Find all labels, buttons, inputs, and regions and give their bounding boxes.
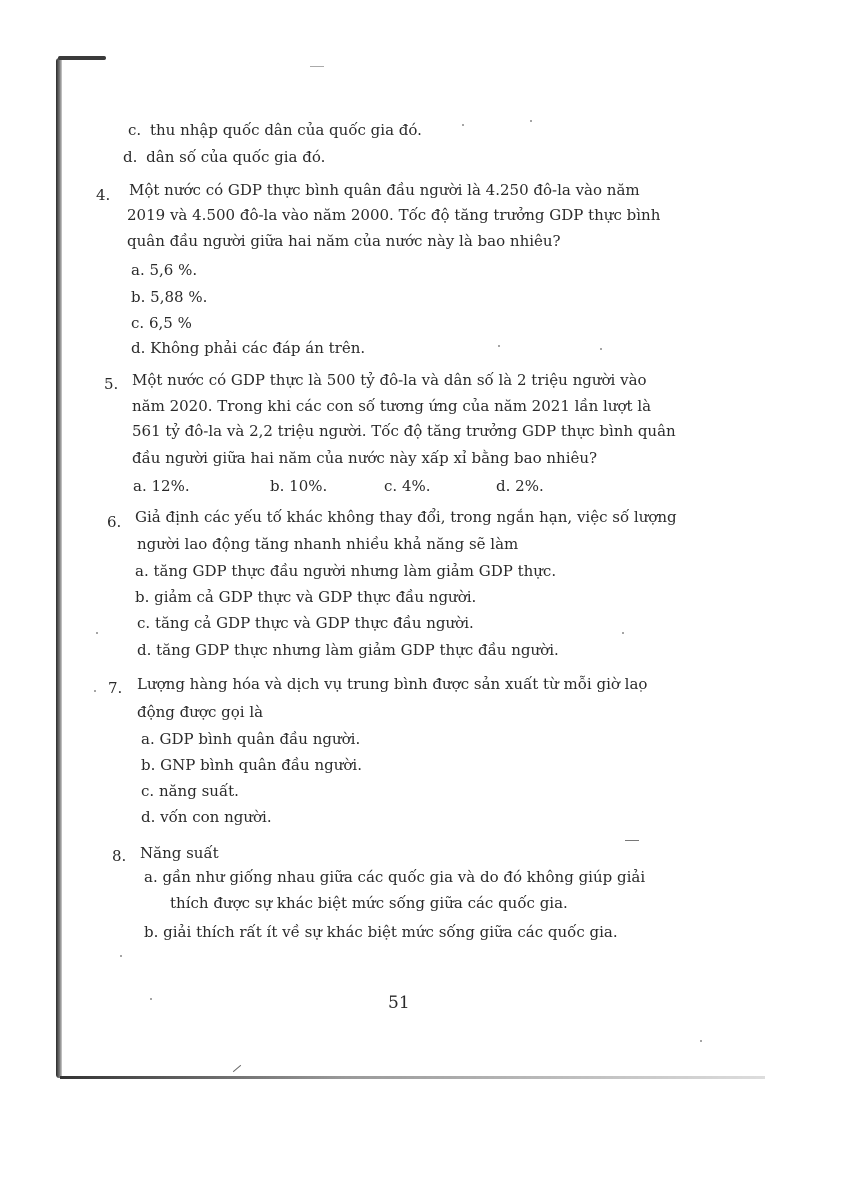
option-text: thu nhập quốc dân của quốc gia đó. [149, 121, 422, 139]
option-letter: b. [144, 923, 159, 941]
question-text-line: 561 tỷ đô-la và 2,2 triệu người. Tốc độ tăng trưởng GDP thực bình quân [132, 422, 676, 440]
question-number: 8. [112, 847, 127, 865]
option-letter: a. [135, 562, 149, 580]
option-text: Không phải các đáp án trên. [150, 339, 366, 357]
option-letter: d. [131, 339, 146, 357]
option-d [496, 476, 544, 496]
option-text: gần như giống nhau giữa các quốc gia và do đó không giúp giải [162, 868, 646, 886]
option-letter: c. [131, 314, 145, 332]
option-text: tăng GDP thực nhưng làm giảm GDP thực đầu người. [156, 641, 559, 659]
option-b [141, 755, 362, 775]
q3-option-d [123, 147, 325, 167]
option-letter: c. [128, 121, 142, 139]
question-text-line: Giả định các yếu tố khác không thay đổi, trong ngắn hạn, việc số lượng [135, 508, 677, 526]
option-letter: d. [496, 477, 511, 495]
option-text: 6,5 % [148, 314, 192, 332]
option-letter: b. [131, 288, 146, 306]
option-text: thích được sự khác biệt mức sống giữa các quốc gia. [170, 894, 568, 912]
option-a [144, 867, 645, 887]
option-text: 5,88 %. [150, 288, 208, 306]
option-text: dân số của quốc gia đó. [146, 148, 326, 166]
page-number: 51 [388, 993, 410, 1013]
option-letter: d. [141, 808, 156, 826]
option-text: 12%. [151, 477, 190, 495]
question-number: 7. [108, 679, 123, 697]
option-text: tăng GDP thực đầu người nhưng làm giảm GDP thực. [153, 562, 557, 580]
question-text-line: Một nước có GDP thực là 500 tỷ đô-la và dân số là 2 triệu người vào [132, 371, 647, 389]
option-a [133, 476, 190, 496]
option-text: giải thích rất ít về sự khác biệt mức sống giữa các quốc gia. [163, 923, 618, 941]
option-letter: b. [141, 756, 156, 774]
option-d [137, 640, 559, 660]
option-text: vốn con người. [160, 808, 272, 826]
option-text: năng suất. [158, 782, 239, 800]
question-text-line: 2019 và 4.500 đô-la vào năm 2000. Tốc độ tăng trưởng GDP thực bình [127, 206, 661, 224]
option-letter: c. [384, 477, 398, 495]
option-letter: a. [133, 477, 147, 495]
question-text-line: Một nước có GDP thực bình quân đầu người là 4.250 đô-la vào năm [129, 181, 640, 199]
option-text: 5,6 %. [149, 261, 198, 279]
option-c [137, 613, 474, 633]
option-c [384, 476, 431, 496]
option-letter: a. [131, 261, 145, 279]
option-letter: a. [144, 868, 158, 886]
option-d [131, 338, 365, 358]
option-c [131, 313, 192, 333]
option-letter: d. [123, 148, 138, 166]
option-text: GNP bình quân đầu người. [160, 756, 362, 774]
option-b [131, 287, 207, 307]
option-letter: d. [137, 641, 152, 659]
option-text: 4%. [401, 477, 431, 495]
question-text-line: động được gọi là [137, 703, 264, 721]
scan-left-edge-shadow [56, 58, 62, 1078]
option-letter: b. [270, 477, 285, 495]
option-d [141, 807, 272, 827]
option-b [144, 922, 618, 942]
option-letter: c. [137, 614, 151, 632]
option-text: tăng cả GDP thực và GDP thực đầu người. [154, 614, 474, 632]
question-text-line: quân đầu người giữa hai năm của nước này là bao nhiêu? [127, 232, 561, 250]
option-text: 2%. [515, 477, 544, 495]
question-text-line: Năng suất [140, 844, 219, 862]
option-a [141, 729, 360, 749]
option-text: giảm cả GDP thực và GDP thực đầu người. [154, 588, 477, 606]
question-text-line: đầu người giữa hai năm của nước này xấp xỉ bằng bao nhiêu? [132, 449, 598, 467]
option-letter: c. [141, 782, 155, 800]
question-number: 4. [96, 186, 111, 204]
option-a [135, 561, 556, 581]
option-letter: a. [141, 730, 155, 748]
option-letter: b. [135, 588, 150, 606]
question-number: 5. [104, 375, 119, 393]
question-number: 6. [107, 513, 122, 531]
question-text-line: Lượng hàng hóa và dịch vụ trung bình được sản xuất từ mỗi giờ lao [137, 675, 648, 693]
scan-bottom-edge-shadow [60, 1076, 765, 1079]
scan-top-corner-shadow [58, 56, 106, 60]
option-a-continued [170, 893, 568, 913]
question-text-line: người lao động tăng nhanh nhiều khả năng sẽ làm [137, 535, 519, 553]
option-c [141, 781, 239, 801]
option-text: 10%. [289, 477, 328, 495]
question-text-line: năm 2020. Trong khi các con số tương ứng của năm 2021 lần lượt là [132, 397, 652, 415]
option-b [270, 476, 327, 496]
option-a [131, 260, 197, 280]
option-b [135, 587, 476, 607]
option-text: GDP bình quân đầu người. [159, 730, 361, 748]
q3-option-c [128, 120, 422, 140]
